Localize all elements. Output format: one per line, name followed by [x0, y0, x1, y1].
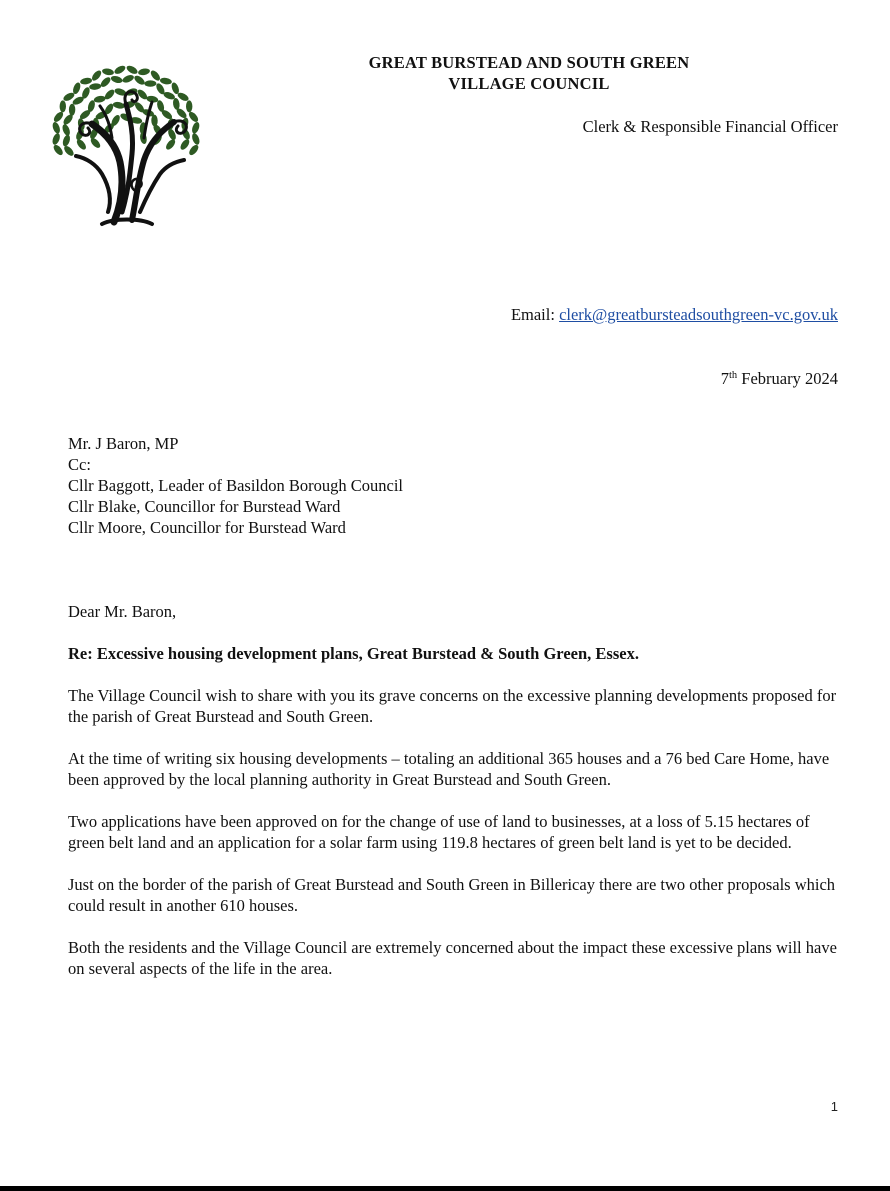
- tree-logo-icon: [52, 62, 200, 227]
- date-month-year: February 2024: [741, 369, 838, 388]
- leaf-shape: [80, 77, 93, 85]
- email-link[interactable]: clerk@greatbursteadsouthgreen-vc.gov.uk: [559, 305, 838, 324]
- leaf-shape: [52, 143, 64, 156]
- leaf-shape: [61, 123, 71, 136]
- leaf-shape: [61, 134, 71, 147]
- leaf-shape: [52, 121, 61, 134]
- date-suffix: th: [729, 370, 738, 381]
- leaf-shape: [102, 68, 115, 76]
- body-paragraph: At the time of writing six housing developments – totaling an additional 365 houses and a 76 bed Care Home, have been approved by the local planning authority in Great Burstead and South Green.: [68, 749, 830, 789]
- leaf-shape: [112, 101, 125, 110]
- council-name-line2: VILLAGE COUNCIL: [448, 74, 610, 93]
- salutation: Dear Mr. Baron,: [68, 602, 177, 621]
- recipient-line: Cllr Baggott, Leader of Basildon Borough Council: [68, 476, 403, 495]
- page-bottom-border: [0, 1186, 890, 1191]
- leaf-shape: [191, 121, 200, 134]
- council-name: [290, 52, 768, 94]
- leaf-shape: [90, 69, 103, 82]
- council-logo: [52, 62, 200, 227]
- subject-line: Re: Excessive housing development plans, Great Burstead & South Green, Essex.: [68, 644, 639, 663]
- leaf-shape: [93, 95, 106, 103]
- recipient-line: Cc:: [68, 455, 91, 474]
- leaf-shape: [75, 138, 88, 151]
- leaf-shape: [172, 98, 180, 111]
- body-paragraph: Both the residents and the Village Council are extremely concerned about the impact these excessive plans will have on several aspects of the life in the area.: [68, 938, 837, 978]
- leaf-shape: [149, 69, 162, 82]
- leaf-shape: [60, 100, 66, 112]
- recipient-line: Mr. J Baron, MP: [68, 434, 179, 453]
- leaf-shape: [89, 83, 102, 91]
- leaf-shape: [144, 80, 156, 87]
- leaf-shape: [52, 132, 61, 145]
- leaf-shape: [69, 104, 76, 116]
- leaf-shape: [110, 75, 123, 84]
- email-label: Email:: [510, 305, 555, 324]
- leaf-shape: [133, 74, 146, 86]
- date-day: 7: [720, 369, 729, 388]
- leaf-shape: [113, 64, 127, 76]
- recipient-line: Cllr Blake, Councillor for Burstead Ward: [68, 497, 341, 516]
- recipient-block: [68, 433, 403, 538]
- leaf-shape: [191, 132, 200, 145]
- clerk-role: Clerk & Responsible Financial Officer: [582, 117, 838, 136]
- leaf-shape: [186, 100, 192, 112]
- leaf-shape: [138, 68, 151, 76]
- council-name-line1: GREAT BURSTEAD AND SOUTH GREEN: [368, 53, 690, 72]
- body-paragraph: Just on the border of the parish of Great Burstead and South Green in Billericay there are two other proposals which could result in another 610 houses.: [68, 875, 836, 915]
- leaf-shape: [125, 64, 139, 76]
- leaf-shape: [62, 144, 75, 157]
- letter-body: [68, 601, 840, 1000]
- leaf-shape: [179, 138, 191, 151]
- leaf-shape: [188, 143, 200, 156]
- page-number: 1: [830, 1099, 838, 1114]
- recipient-line: Cllr Moore, Councillor for Burstead Ward: [68, 518, 346, 537]
- email-line: [511, 305, 838, 325]
- leaf-shape: [121, 74, 135, 85]
- letter-date: [721, 369, 838, 389]
- body-paragraph: Two applications have been approved on for the change of use of land to businesses, at a loss of 5.15 hectares of green belt land and an application for a solar farm using 119.8 hectares of green belt land is yet to be decided.: [68, 812, 810, 852]
- body-paragraph: The Village Council wish to share with you its grave concerns on the excessive planning developments proposed for the parish of Great Burstead and South Green.: [68, 686, 837, 726]
- leaf-shape: [159, 77, 172, 85]
- leaf-shape: [164, 138, 177, 151]
